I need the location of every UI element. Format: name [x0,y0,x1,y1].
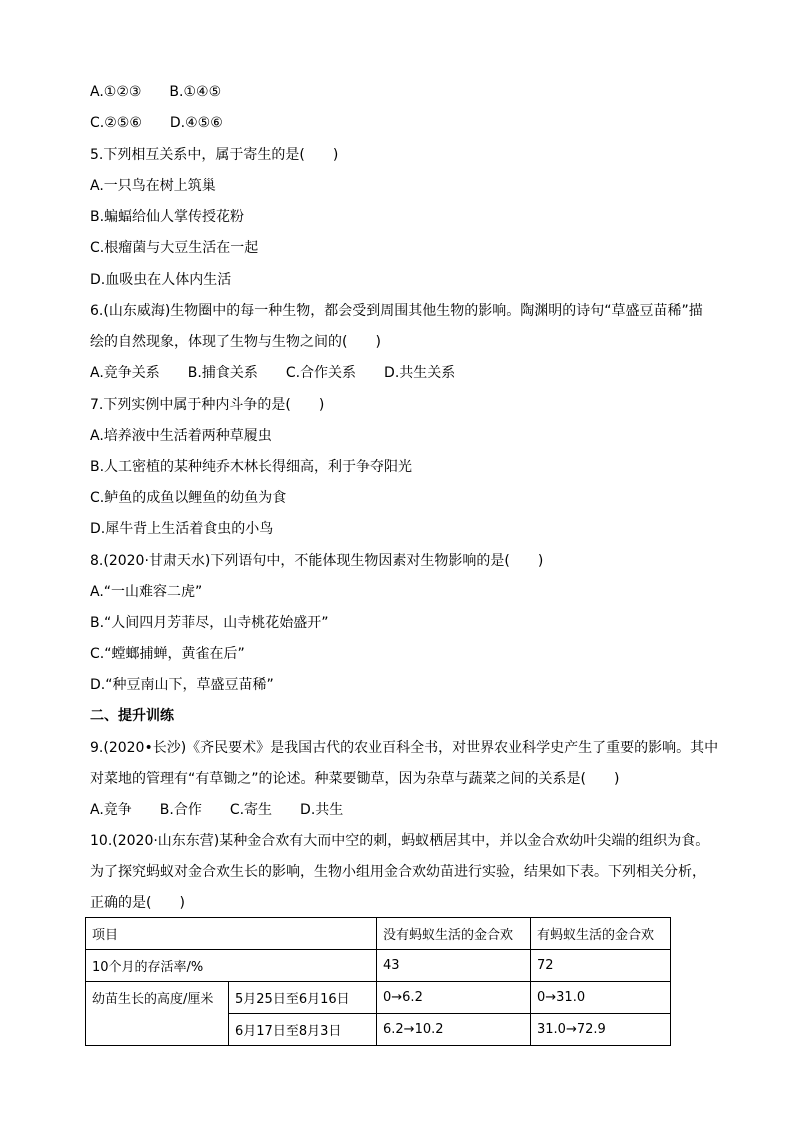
q10-stem-line1: 10.(2020·山东东营)某种金合欢有大而中空的刺，蚂蚁栖居其中，并以金合欢幼叶尖端的组织为食。 [90,833,710,849]
height-without-ants: 0→6.2 [377,982,531,1014]
height-without-ants: 6.2→10.2 [377,1014,531,1046]
q8-option-c: C.“螳螂捕蝉，黄雀在后” [90,646,245,662]
table-row [86,982,671,1014]
height-label: 幼苗生长的高度/厘米 [86,982,229,1046]
header-without-ants: 没有蚂蚁生活的金合欢 [377,918,531,950]
table-row [86,950,671,982]
q10-stem-line2: 为了探究蚂蚁对金合欢生长的影响，生物小组用金合欢幼苗进行实验，结果如下表。下列相关分析， [90,864,706,880]
header-with-ants: 有蚂蚁生活的金合欢 [531,918,671,950]
q7-option-b: B.人工密植的某种纯乔木林长得细高，利于争夺阳光 [90,459,413,475]
q9-stem-line2: 对菜地的管理有“有草锄之”的论述。种菜要锄草，因为杂草与蔬菜之间的关系是( ) [90,771,620,787]
survival-without-ants: 43 [377,950,531,982]
height-with-ants: 31.0→72.9 [531,1014,671,1046]
table-header-row [86,918,671,950]
q6-stem-line2: 绘的自然现象，体现了生物与生物之间的( ) [90,334,381,350]
survival-with-ants: 72 [531,950,671,982]
q4-options-cd: C.②⑤⑥ D.④⑤⑥ [90,115,223,131]
q5-option-a: A.一只鸟在树上筑巢 [90,178,216,194]
q8-option-a: A.“一山难容二虎” [90,584,203,600]
q4-options-ab: A.①②③ B.①④⑤ [90,84,222,100]
q10-stem-line3: 正确的是( ) [90,895,185,911]
q7-option-c: C.鲈鱼的成鱼以鲤鱼的幼鱼为食 [90,490,287,506]
section-heading: 二、提升训练 [90,708,174,724]
q9-stem-line1: 9.(2020•长沙)《齐民要术》是我国古代的农业百科全书，对世界农业科学史产生了重要的影响。其中 [90,740,719,756]
q7-option-d: D.犀牛背上生活着食虫的小鸟 [90,521,274,537]
q5-option-b: B.蝙蝠给仙人掌传授花粉 [90,209,245,225]
q9-options: A.竞争 B.合作 C.寄生 D.共生 [90,802,344,818]
q6-stem-line1: 6.(山东威海)生物圈中的每一种生物，都会受到周围其他生物的影响。陶渊明的诗句“草盛豆苗稀”描 [90,303,703,319]
q7-stem: 7.下列实例中属于种内斗争的是( ) [90,397,325,413]
experiment-table [85,917,671,1046]
q7-option-a: A.培养液中生活着两种草履虫 [90,428,272,444]
q8-option-d: D.“种豆南山下，草盛豆苗稀” [90,677,274,693]
height-period: 5月25日至6月16日 [229,982,377,1014]
height-period: 6月17日至8月3日 [229,1014,377,1046]
header-item: 项目 [86,918,377,950]
q5-option-d: D.血吸虫在人体内生活 [90,272,232,288]
q5-option-c: C.根瘤菌与大豆生活在一起 [90,240,259,256]
q8-option-b: B.“人间四月芳菲尽，山寺桃花始盛开” [90,615,329,631]
q6-options: A.竞争关系 B.捕食关系 C.合作关系 D.共生关系 [90,365,456,381]
q5-stem: 5.下列相互关系中，属于寄生的是( ) [90,147,339,163]
survival-label: 10个月的存活率/% [86,950,377,982]
q8-stem: 8.(2020·甘肃天水)下列语句中，不能体现生物因素对生物影响的是( ) [90,553,544,569]
height-with-ants: 0→31.0 [531,982,671,1014]
